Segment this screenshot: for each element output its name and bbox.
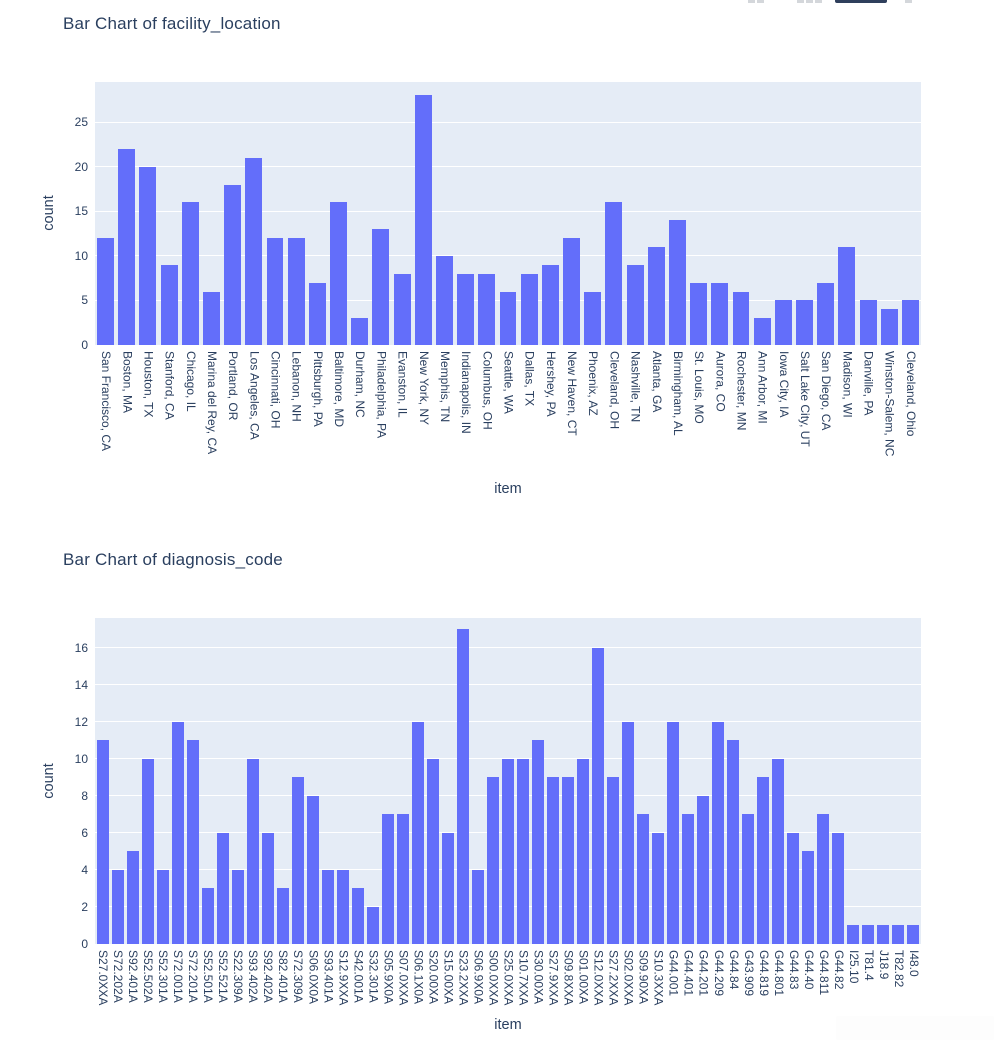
x-tick-label: S72.001A [171,950,186,1003]
bar-Rochester, MN[interactable] [733,292,750,345]
x-tick-label: S42.001A [351,950,366,1003]
bar-S12.9XXA[interactable] [337,870,349,944]
bar-Boston, MA[interactable] [118,149,135,345]
x-tick-label: S05.9X0A [381,950,396,1005]
x-tick-label: S25.0XXA [501,950,516,1006]
x-tick-label: Winston-Salem, NC [882,351,897,457]
bar-G44.801[interactable] [772,759,784,944]
bar-Aurora, CO[interactable] [711,283,728,345]
x-tick-label: I25.10 [846,950,861,984]
y-tick-label: 16 [74,640,88,655]
bar-Ann Arbor, MI[interactable] [754,318,771,345]
x-tick-label: Los Angeles, CA [247,351,262,440]
x-axis-title: item [494,481,522,497]
bar-Memphis, TN[interactable] [436,256,453,345]
y-tick-label: 20 [74,159,88,174]
x-tick-label: S07.0XXA [396,950,411,1006]
x-tick-label: Portland, OR [226,351,241,421]
y-tick-label: 2 [81,899,88,914]
x-tick-label: G44.40 [801,950,816,990]
bar-Indianapolis, IN[interactable] [457,274,474,345]
x-tick-label: Danville, PA [861,351,876,416]
bar-Pittsburgh, PA[interactable] [309,283,326,345]
x-tick-label: Evanston, IL [395,351,410,418]
x-tick-label: G44.209 [711,950,726,997]
bar-Marina del Rey, CA[interactable] [203,292,220,345]
bar-Hershey, PA[interactable] [542,265,559,345]
bar-S32.301A[interactable] [367,907,379,944]
bar-S01.00XA[interactable] [577,759,589,944]
x-tick-label: Durham, NC [353,351,368,418]
x-tick-label: G44.819 [756,950,771,997]
bar-Baltimore, MD[interactable] [330,202,347,345]
x-tick-label: Indianapolis, IN [459,351,474,434]
x-tick-label: Seattle, WA [501,351,516,414]
x-tick-label: I48.0 [906,950,921,977]
x-tick-label: S00.0XXA [486,950,501,1006]
x-tick-label: S52.501A [201,950,216,1003]
x-tick-label: Baltimore, MD [332,351,347,428]
x-tick-label: S27.2XXA [606,950,621,1006]
bar-I25.10[interactable] [847,925,859,944]
x-tick-label: Hershey, PA [543,351,558,417]
gridline [95,647,921,648]
x-tick-label: S72.309A [291,950,306,1003]
bar-Phoenix, AZ[interactable] [584,292,601,345]
x-tick-label: Cincinnati, OH [268,351,283,429]
x-tick-label: Columbus, OH [480,351,495,430]
x-tick-label: G44.001 [666,950,681,997]
y-axis-title: count [41,195,57,231]
x-tick-label: G43.909 [741,950,756,997]
x-tick-label: S52.301A [156,950,171,1003]
bar-S09.8XXA[interactable] [562,777,574,944]
bar-S09.90XA[interactable] [637,814,649,944]
x-tick-label: Philadelphia, PA [374,351,389,439]
bar-S20.00XA[interactable] [427,759,439,944]
y-tick-label: 0 [81,937,88,951]
modebar-icon-fragment[interactable] [806,0,813,3]
x-axis-title: item [494,1017,522,1033]
bar-S93.401A[interactable] [322,870,334,944]
bar-S27.0XXA[interactable] [97,740,109,944]
x-tick-label: Boston, MA [120,351,135,414]
x-tick-label: G44.401 [681,950,696,997]
bar-S72.202A[interactable] [112,870,124,944]
plot-area[interactable] [95,618,921,944]
x-tick-label: Lebanon, NH [289,351,304,422]
bar-St. Louis, MO[interactable] [690,283,707,345]
x-tick-label: S09.8XXA [561,950,576,1006]
bar-S92.402A[interactable] [262,833,274,944]
corner-overlay [836,1016,994,1040]
bar-G44.40[interactable] [802,851,814,944]
x-tick-label: S22.309A [231,950,246,1003]
bar-San Diego, CA[interactable] [817,283,834,345]
bar-Cleveland, Ohio[interactable] [902,300,919,345]
x-tick-label: Madison, WI [840,351,855,418]
y-tick-label: 10 [74,248,88,263]
gridline [95,166,921,167]
modebar-icon-fragment[interactable] [757,0,764,3]
x-tick-label: S72.201A [186,950,201,1003]
bar-Evanston, IL[interactable] [394,274,411,345]
bar-Lebanon, NH[interactable] [288,238,305,345]
bar-G44.201[interactable] [697,796,709,944]
x-tick-label: S12.0XXA [591,950,606,1006]
bar-S72.201A[interactable] [187,740,199,944]
bar-Cleveland, OH[interactable] [605,202,622,345]
x-tick-label: S09.90XA [636,950,651,1005]
bar-Chicago, IL[interactable] [182,202,199,345]
bar-S72.309A[interactable] [292,777,304,944]
x-tick-label: Chicago, IL [183,351,198,412]
bar-Stanford, CA[interactable] [161,265,178,345]
bar-S52.501A[interactable] [202,888,214,944]
bar-Portland, OR[interactable] [224,185,241,345]
y-tick-label: 6 [81,825,88,840]
y-tick-label: 12 [74,714,88,729]
bar-Danville, PA[interactable] [860,300,877,345]
bar-I48.0[interactable] [907,925,919,944]
chart-title: Bar Chart of facility_location [63,14,281,33]
bar-S25.0XXA[interactable] [502,759,514,944]
bar-S06.0X0A[interactable] [307,796,319,944]
bar-S27.9XXA[interactable] [547,777,559,944]
bar-Philadelphia, PA[interactable] [372,229,389,345]
x-tick-label: S52.502A [141,950,156,1003]
x-tick-label: G44.84 [726,950,741,990]
x-tick-label: S92.402A [261,950,276,1003]
bar-S22.309A[interactable] [232,870,244,944]
x-tick-label: S93.402A [246,950,261,1003]
x-tick-label: S06.0X0A [306,950,321,1005]
x-tick-label: S02.0XXA [621,950,636,1006]
x-tick-label: San Diego, CA [819,351,834,431]
bar-T81.4[interactable] [862,925,874,944]
bar-G44.209[interactable] [712,722,724,944]
x-tick-label: Cleveland, Ohio [903,351,918,437]
x-tick-label: S12.9XXA [336,950,351,1006]
y-tick-label: 0 [81,338,88,352]
bar-G43.909[interactable] [742,814,754,944]
x-tick-label: S10.3XXA [651,950,666,1006]
x-tick-label: S27.0XXA [96,950,110,1006]
x-tick-label: S10.7XXA [516,950,531,1006]
x-tick-label: St. Louis, MO [692,351,707,424]
modebar-icon-fragment[interactable] [748,0,755,3]
x-tick-label: Iowa City, IA [776,351,791,418]
x-tick-label: S30.00XA [531,950,546,1005]
x-tick-label: S06.9X0A [471,950,486,1005]
bar-S82.401A[interactable] [277,888,289,944]
x-tick-label: G44.201 [696,950,711,997]
x-tick-label: Stanford, CA [162,351,177,420]
bar-Dallas, TX[interactable] [521,274,538,345]
bar-G44.401[interactable] [682,814,694,944]
bar-S30.00XA[interactable] [532,740,544,944]
gridline [95,684,921,685]
x-tick-label: Salt Lake City, UT [798,351,812,447]
bar-S27.2XXA[interactable] [607,777,619,944]
bar-New York, NY[interactable] [415,95,432,345]
chart-title: Bar Chart of diagnosis_code [63,550,283,569]
bar-T82.82[interactable] [892,925,904,944]
bar-Birmingham, AL[interactable] [669,220,686,345]
bar-S07.0XXA[interactable] [397,814,409,944]
x-tick-label: New Haven, CT [565,351,580,436]
x-tick-label: S72.202A [111,950,126,1003]
x-tick-label: Aurora, CO [713,351,728,412]
bar-G44.83[interactable] [787,833,799,944]
bar-Atlanta, GA[interactable] [648,247,665,345]
bar-G44.819[interactable] [757,777,769,944]
bar-S05.9X0A[interactable] [382,814,394,944]
x-tick-label: S06.1X0A [411,950,426,1005]
x-tick-label: S82.401A [276,950,291,1003]
bar-S12.0XXA[interactable] [592,648,604,944]
bar-S52.301A[interactable] [157,870,169,944]
bar-G44.82[interactable] [832,833,844,944]
x-tick-label: Rochester, MN [734,351,749,431]
x-tick-label: S01.00XA [576,950,591,1005]
y-tick-label: 10 [74,751,88,766]
x-tick-label: G44.811 [816,950,831,996]
bar-S23.2XXA[interactable] [457,629,469,944]
x-tick-label: Birmingham, AL [670,351,685,436]
plot-area[interactable] [95,82,921,345]
bar-G44.84[interactable] [727,740,739,944]
gridline [95,122,921,123]
bar-S10.3XXA[interactable] [652,833,664,944]
bar-Winston-Salem, NC[interactable] [881,309,898,345]
bar-Houston, TX[interactable] [139,167,156,345]
bar-S93.402A[interactable] [247,759,259,944]
plotly-link-fragment[interactable] [835,0,887,3]
y-tick-label: 15 [74,204,88,219]
x-tick-label: G44.83 [786,950,801,990]
bar-J18.9[interactable] [877,925,889,944]
bar-Madison, WI[interactable] [838,247,855,345]
bar-S02.0XXA[interactable] [622,722,634,944]
bar-S10.7XXA[interactable] [517,759,529,944]
gridline [95,721,921,722]
y-axis-title: count [41,763,57,799]
x-tick-label: Cleveland, OH [607,351,622,430]
bar-Nashville, TN[interactable] [627,265,644,345]
bar-Durham, NC[interactable] [351,318,368,345]
x-tick-label: S93.401A [321,950,336,1003]
x-tick-label: Marina del Rey, CA [204,351,219,455]
bar-S00.0XXA[interactable] [487,777,499,944]
x-tick-label: G44.82 [831,950,846,990]
bar-S72.001A[interactable] [172,722,184,944]
x-tick-label: G44.801 [771,950,786,997]
bar-S42.001A[interactable] [352,888,364,944]
bar-San Francisco, CA[interactable] [97,238,114,345]
x-tick-label: New York, NY [416,351,431,426]
x-tick-label: Phoenix, AZ [586,351,601,416]
bar-Salt Lake City, UT[interactable] [796,300,813,345]
x-tick-label: Houston, TX [141,351,156,418]
x-tick-label: S52.521A [216,950,231,1003]
x-tick-label: Memphis, TN [437,351,452,423]
bar-New Haven, CT[interactable] [563,238,580,345]
bar-S15.00XA[interactable] [442,833,454,944]
bar-S52.502A[interactable] [142,759,154,944]
x-tick-label: S92.401A [126,950,141,1003]
bar-Seattle, WA[interactable] [500,292,517,345]
x-tick-label: San Francisco, CA [99,351,114,452]
bar-S92.401A[interactable] [127,851,139,944]
gridline [95,255,921,256]
modebar-icon-fragment[interactable] [815,0,822,3]
modebar-icon-fragment[interactable] [797,0,804,3]
y-tick-label: 14 [74,677,88,692]
x-tick-label: Dallas, TX [522,351,537,407]
y-tick-label: 4 [81,862,88,877]
bar-Los Angeles, CA[interactable] [245,158,262,345]
x-tick-label: S15.00XA [441,950,456,1005]
bar-S06.9X0A[interactable] [472,870,484,944]
x-tick-label: S23.2XXA [456,950,471,1006]
bar-S52.521A[interactable] [217,833,229,944]
x-tick-label: Pittsburgh, PA [310,351,325,427]
bar-Columbus, OH[interactable] [478,274,495,345]
x-tick-label: Ann Arbor, MI [755,351,770,424]
x-tick-label: T81.4 [861,950,876,981]
x-tick-label: S27.9XXA [546,950,561,1006]
gridline [95,211,921,212]
x-tick-label: S20.00XA [426,950,441,1005]
y-tick-label: 25 [74,115,88,130]
bar-G44.811[interactable] [817,814,829,944]
y-tick-label: 8 [81,788,88,803]
bar-S06.1X0A[interactable] [412,722,424,944]
bar-G44.001[interactable] [667,722,679,944]
y-tick-label: 5 [81,293,88,308]
x-tick-label: T82.82 [891,950,906,988]
x-tick-label: S32.301A [366,950,381,1003]
bar-Iowa City, IA[interactable] [775,300,792,345]
x-tick-label: Nashville, TN [628,351,643,423]
bar-Cincinnati, OH[interactable] [267,238,284,345]
x-tick-label: J18.9 [876,950,891,980]
x-tick-label: Atlanta, GA [649,351,664,413]
modebar-icon-fragment[interactable] [905,0,912,3]
